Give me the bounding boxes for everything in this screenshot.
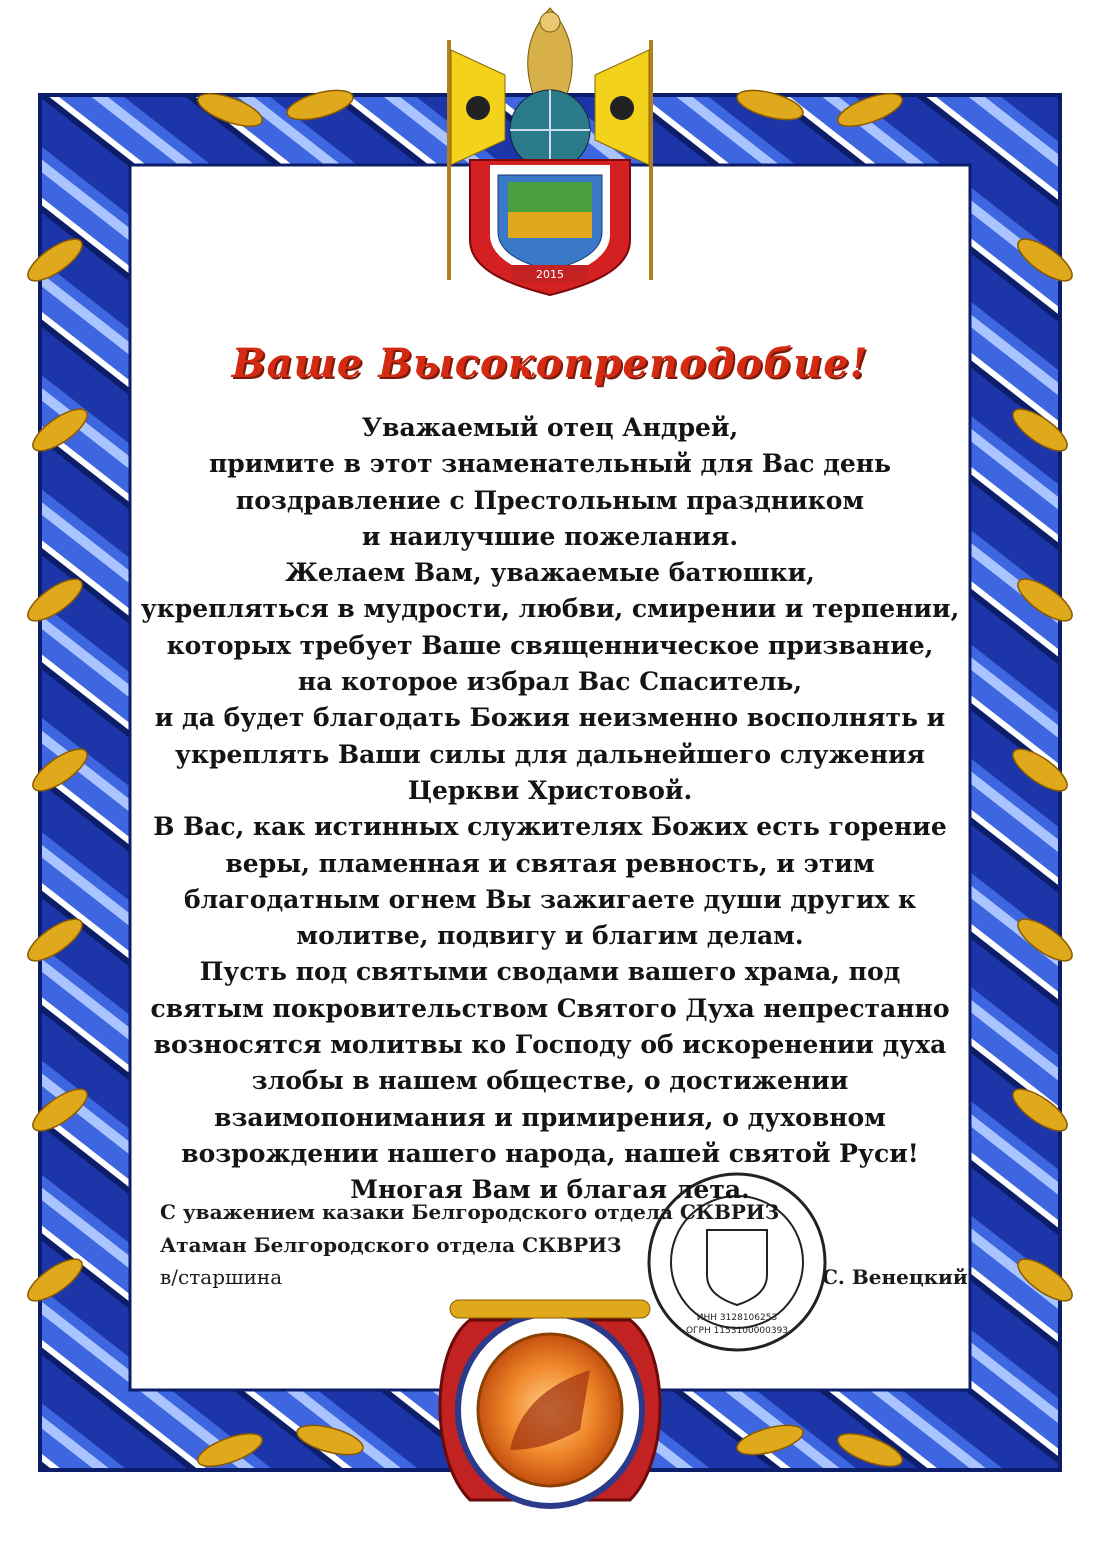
letter-title: Ваше Высокопреподобие! (231, 340, 869, 387)
letter-line: Церкви Христовой. (407, 775, 693, 805)
coat-of-arms-icon (447, 8, 653, 295)
letter-line: и да будет благодать Божия неизменно восполнять и (154, 703, 946, 733)
emblem-year: 2015 (536, 268, 564, 281)
signature-line-1: С уважением казаки Белгородского отдела СКВРИЗ (160, 1200, 780, 1224)
letter-line: поздравление с Престольным праздником (235, 485, 865, 515)
letter-line: благодатным огнем Вы зажигаете души других к (183, 884, 917, 914)
letter-line: молитве, подвигу и благим делам. (296, 921, 804, 951)
letter-line: злобы в нашем обществе, о достижении (251, 1066, 849, 1096)
stamp-inn: ИНН 3128106253 (696, 1313, 778, 1323)
letter-body (140, 410, 960, 1209)
letter-line: веры, пламенная и святая ревность, и этим (225, 848, 875, 878)
letter-line: возрождении нашего народа, нашей святой Руси! (181, 1138, 919, 1168)
signature-line-2: Атаман Белгородского отдела СКВРИЗ (160, 1233, 622, 1257)
letter-line: В Вас, как истинных служителях Божих есть горение (153, 812, 947, 842)
letter-line: которых требует Ваше священническое призвание, (166, 630, 934, 660)
letter-line: примите в этот знаменательный для Вас день (208, 449, 892, 479)
letter-line: святым покровительством Святого Духа непрестанно (150, 993, 950, 1023)
letter-line: укрепляться в мудрости, любви, смирении и терпении, (140, 594, 960, 624)
letter-line: Желаем Вам, уважаемые батюшки, (285, 558, 815, 588)
letter-line: Многая Вам и благая лета. (350, 1175, 750, 1205)
letter-line: укреплять Ваши силы для дальнейшего служения (174, 739, 926, 769)
stamp-ogrn: ОГРН 1153100000393 (685, 1326, 789, 1336)
letter-line: Пусть под святыми сводами вашего храма, под (199, 957, 901, 987)
letter-line: и наилучшие пожелания. (361, 521, 739, 551)
saint-george-emblem-icon (440, 1300, 660, 1506)
letter-line: взаимопонимания и примирения, о духовном (214, 1102, 886, 1132)
letter-line: возносятся молитвы ко Господу об искоренении духа (153, 1030, 947, 1060)
letter-line: на которое избрал Вас Спаситель, (297, 667, 803, 697)
signature-name: С. Венецкий (822, 1265, 968, 1289)
signature-rank: в/старшина (160, 1265, 283, 1289)
letter-line: Уважаемый отец Андрей, (361, 413, 739, 442)
